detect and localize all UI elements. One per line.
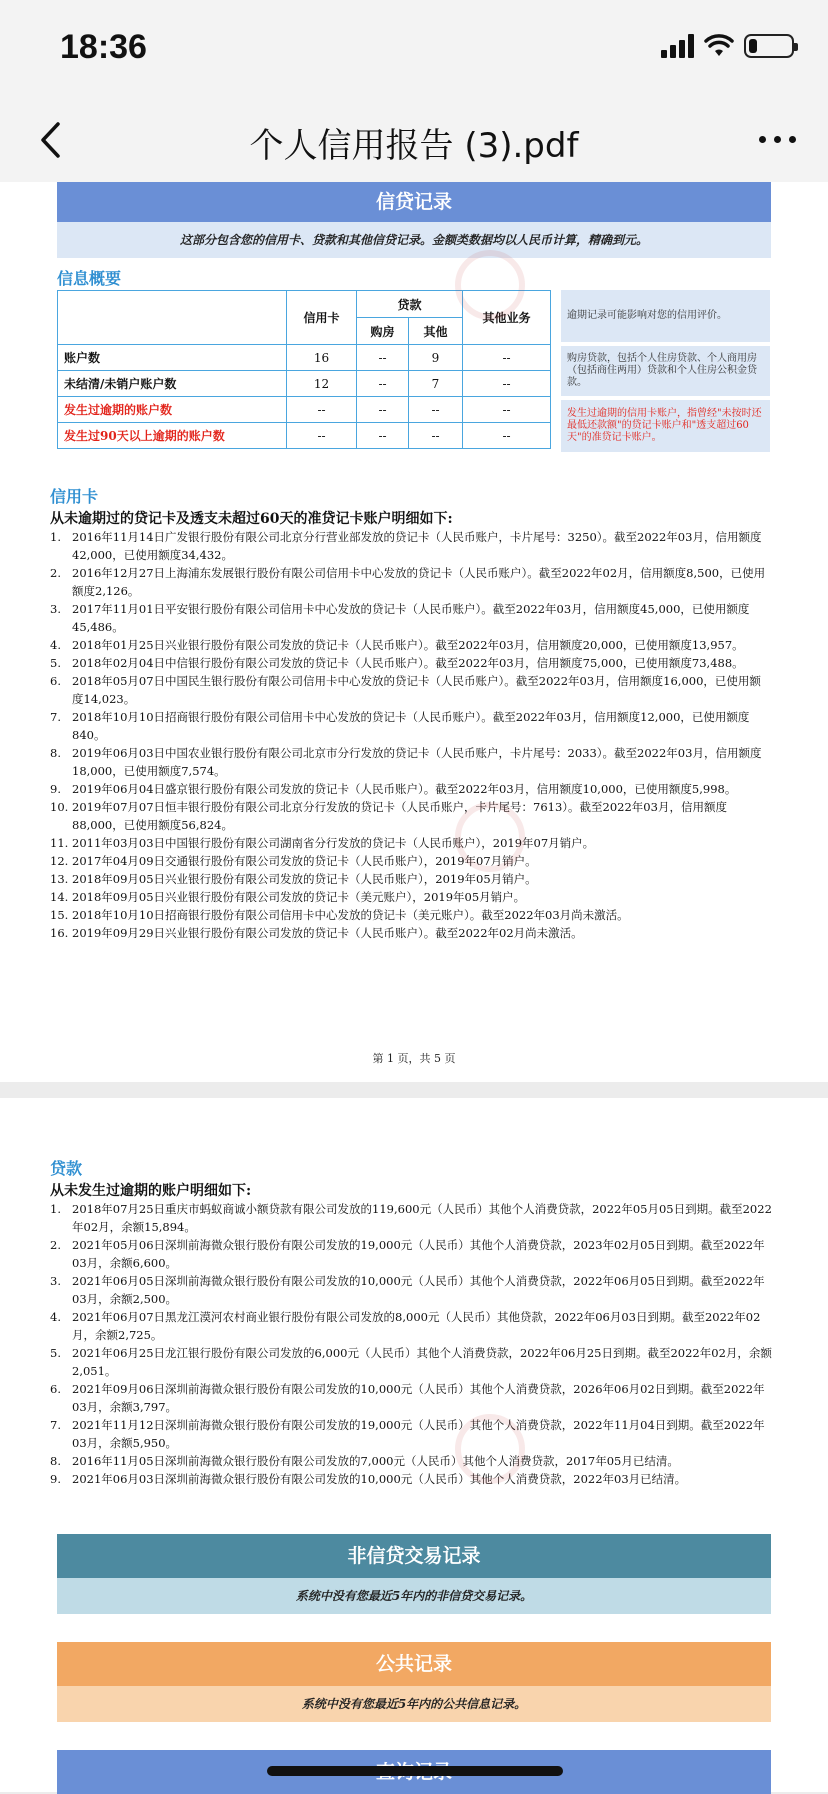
list-item — [50, 528, 772, 564]
cell: 12 — [287, 371, 357, 397]
cell: 16 — [287, 345, 357, 371]
overview-table — [57, 290, 551, 449]
list-item-text: 2019年09月29日兴业银行股份有限公司发放的贷记卡（人民币账户）。截至2022年02月尚未激活。 — [72, 926, 583, 940]
overview-title: 信息概要 — [57, 269, 122, 288]
list-item-number: 2. — [50, 566, 61, 580]
list-item-text: 2016年11月14日广发银行股份有限公司北京分行营业部发放的贷记卡（人民币账户，卡片尾号：3250）。截至2022年03月，信用额度42,000，已使用额度34,432。 — [72, 530, 762, 562]
list-item — [50, 852, 772, 870]
list-item-number: 7. — [50, 710, 61, 724]
list-item — [50, 1308, 772, 1344]
home-indicator[interactable] — [267, 1766, 563, 1776]
list-item-text: 2018年07月25日重庆市蚂蚁商诚小额贷款有限公司发放的119,600元（人民币）其他个人消费贷款，2022年05月05日到期。截至2022年02月，余额15,894。 — [72, 1202, 772, 1234]
public-record-subtitle: 系统中没有您最近5年内的公共信息记录。 — [57, 1686, 771, 1722]
overview-note: 逾期记录可能影响对您的信用评价。 — [561, 290, 770, 342]
battery-level — [749, 39, 757, 53]
list-item-text: 2021年05月06日深圳前海微众银行股份有限公司发放的19,000元（人民币）其他个人消费贷款，2023年02月05日到期。截至2022年03月，余额6,600。 — [72, 1238, 765, 1270]
list-item-number: 9. — [50, 782, 61, 796]
cell: -- — [463, 345, 551, 371]
cell: 9 — [409, 345, 463, 371]
list-item-number: 5. — [50, 1346, 61, 1360]
list-item-number: 14. — [50, 890, 69, 904]
table-header-card: 信用卡 — [287, 291, 357, 345]
cell: -- — [357, 371, 409, 397]
status-time: 18:36 — [60, 28, 147, 66]
list-item-number: 5. — [50, 656, 61, 670]
credit-record-band: 信贷记录 — [57, 182, 771, 222]
battery-icon — [744, 34, 794, 58]
loan-headline: 从未发生过逾期的账户明细如下: — [50, 1183, 252, 1199]
list-item — [50, 1452, 772, 1470]
list-item — [50, 1344, 772, 1380]
list-item-text: 2018年09月05日兴业银行股份有限公司发放的贷记卡（人民币账户），2019年05月销户。 — [72, 872, 537, 886]
list-item — [50, 924, 772, 942]
cell: -- — [357, 423, 409, 449]
cell: 7 — [409, 371, 463, 397]
list-item — [50, 780, 772, 798]
list-item-number: 8. — [50, 1454, 61, 1468]
list-item-text: 2021年06月05日深圳前海微众银行股份有限公司发放的10,000元（人民币）其他个人消费贷款，2022年06月05日到期。截至2022年03月，余额2,500。 — [72, 1274, 765, 1306]
list-item-text: 2016年12月27日上海浦东发展银行股份有限公司信用卡中心发放的贷记卡（人民币账户）。截至2022年02月，信用额度8,500，已使用额度2,126。 — [72, 566, 766, 598]
list-item-number: 12. — [50, 854, 69, 868]
table-row — [58, 397, 551, 423]
list-item — [50, 708, 772, 744]
list-item-number: 4. — [50, 638, 61, 652]
list-item-text: 2021年06月03日深圳前海微众银行股份有限公司发放的10,000元（人民币）其他个人消费贷款，2022年03月已结清。 — [72, 1472, 687, 1486]
cell: -- — [409, 423, 463, 449]
wifi-icon — [704, 34, 734, 58]
credit-card-list — [50, 528, 772, 942]
list-item — [50, 870, 772, 888]
list-item-number: 1. — [50, 1202, 61, 1216]
list-item — [50, 906, 772, 924]
overview-note: 发生过逾期的信用卡账户，指曾经"未按时还最低还款额"的贷记卡账户和"透支超过60天"的准贷记卡账户。 — [561, 400, 770, 452]
list-item-text: 2018年01月25日兴业银行股份有限公司发放的贷记卡（人民币账户）。截至2022年03月，信用额度20,000，已使用额度13,957。 — [72, 638, 744, 652]
list-item-text: 2021年11月12日深圳前海微众银行股份有限公司发放的19,000元（人民币）其他个人消费贷款，2022年11月04日到期。截至2022年03月，余额5,950。 — [72, 1418, 765, 1450]
page-footer: 第 1 页，共 5 页 — [372, 1052, 456, 1065]
list-item — [50, 744, 772, 780]
list-item-text: 2018年02月04日中信银行股份有限公司发放的贷记卡（人民币账户）。截至2022年03月，信用额度75,000，已使用额度73,488。 — [72, 656, 744, 670]
list-item-text: 2016年11月05日深圳前海微众银行股份有限公司发放的7,000元（人民币）其他个人消费贷款，2017年05月已结清。 — [72, 1454, 679, 1468]
pdf-page-2[interactable] — [0, 1098, 828, 1792]
cell: -- — [463, 423, 551, 449]
row-label: 账户数 — [58, 345, 287, 371]
noncredit-band: 非信贷交易记录 — [57, 1534, 771, 1578]
table-header-loan-other: 其他 — [409, 318, 463, 345]
table-header-blank — [58, 291, 287, 345]
list-item-number: 15. — [50, 908, 69, 922]
list-item-number: 1. — [50, 530, 61, 544]
cell: -- — [357, 345, 409, 371]
cell: -- — [287, 423, 357, 449]
pdf-page-1[interactable] — [0, 182, 828, 1082]
cell: -- — [463, 397, 551, 423]
cellular-signal-icon — [661, 34, 694, 58]
list-item-text: 2018年10月10日招商银行股份有限公司信用卡中心发放的贷记卡（人民币账户）。截至2022年03月，信用额度12,000，已使用额度840。 — [72, 710, 750, 742]
more-button[interactable] — [759, 136, 796, 143]
table-header-loan: 贷款 — [357, 291, 463, 318]
list-item-text: 2018年05月07日中国民生银行股份有限公司信用卡中心发放的贷记卡（人民币账户）。截至2022年03月，信用额度16,000，已使用额度14,023。 — [72, 674, 761, 706]
overview-note: 购房贷款，包括个人住房贷款、个人商用房（包括商住两用）贷款和个人住房公积金贷款。 — [561, 346, 770, 396]
list-item-number: 2. — [50, 1238, 61, 1252]
row-label: 发生过90天以上逾期的账户数 — [58, 423, 287, 449]
list-item — [50, 798, 772, 834]
nav-bar — [0, 100, 828, 182]
credit-card-headline: 从未逾期过的贷记卡及透支未超过60天的准贷记卡账户明细如下: — [50, 511, 453, 527]
list-item-text: 2019年06月03日中国农业银行股份有限公司北京市分行发放的贷记卡（人民币账户，卡片尾号：2033）。截至2022年03月，信用额度18,000，已使用额度7,574。 — [72, 746, 762, 778]
list-item-number: 9. — [50, 1472, 61, 1486]
list-item-number: 6. — [50, 674, 61, 688]
list-item-number: 3. — [50, 602, 61, 616]
status-icons — [661, 34, 794, 58]
list-item-text: 2021年09月06日深圳前海微众银行股份有限公司发放的10,000元（人民币）其他个人消费贷款，2026年06月02日到期。截至2022年03月，余额3,797。 — [72, 1382, 765, 1414]
public-record-band: 公共记录 — [57, 1642, 771, 1686]
credit-card-section-title: 信用卡 — [50, 487, 99, 506]
list-item-number: 11. — [50, 836, 69, 850]
list-item — [50, 888, 772, 906]
list-item — [50, 564, 772, 600]
loan-list — [50, 1200, 772, 1488]
list-item-text: 2021年06月25日龙江银行股份有限公司发放的6,000元（人民币）其他个人消费贷款，2022年06月25日到期。截至2022年02月，余额2,051。 — [72, 1346, 772, 1378]
list-item-number: 3. — [50, 1274, 61, 1288]
list-item-text: 2018年10月10日招商银行股份有限公司信用卡中心发放的贷记卡（美元账户）。截至2022年03月尚未激活。 — [72, 908, 629, 922]
list-item — [50, 1236, 772, 1272]
list-item-text: 2021年06月07日黑龙江漠河农村商业银行股份有限公司发放的8,000元（人民币）其他贷款，2022年06月03日到期。截至2022年02月，余额2,725。 — [72, 1310, 761, 1342]
row-label: 发生过逾期的账户数 — [58, 397, 287, 423]
table-row — [58, 345, 551, 371]
loan-section-title: 贷款 — [50, 1159, 83, 1178]
table-row — [58, 423, 551, 449]
list-item — [50, 1272, 772, 1308]
list-item-number: 6. — [50, 1382, 61, 1396]
list-item-text: 2019年06月04日盛京银行股份有限公司发放的贷记卡（人民币账户）。截至2022年03月，信用额度10,000，已使用额度5,998。 — [72, 782, 737, 796]
table-header-house: 购房 — [357, 318, 409, 345]
list-item — [50, 654, 772, 672]
document-title: 个人信用报告 (3).pdf — [249, 126, 579, 166]
credit-record-subtitle: 这部分包含您的信用卡、贷款和其他信贷记录。金额类数据均以人民币计算，精确到元。 — [57, 222, 771, 258]
list-item — [50, 600, 772, 636]
list-item-text: 2018年09月05日兴业银行股份有限公司发放的贷记卡（美元账户），2019年05月销户。 — [72, 890, 526, 904]
list-item — [50, 1416, 772, 1452]
list-item-number: 16. — [50, 926, 69, 940]
list-item-number: 8. — [50, 746, 61, 760]
list-item-text: 2011年03月03日中国银行股份有限公司湖南省分行发放的贷记卡（人民币账户），2019年07月销户。 — [72, 836, 595, 850]
list-item — [50, 672, 772, 708]
list-item-number: 4. — [50, 1310, 61, 1324]
status-bar — [0, 0, 828, 100]
list-item — [50, 834, 772, 852]
cell: -- — [287, 397, 357, 423]
list-item-number: 7. — [50, 1418, 61, 1432]
list-item-text: 2019年07月07日恒丰银行股份有限公司北京分行发放的贷记卡（人民币账户，卡片尾号：7613）。截至2022年03月，信用额度88,000，已使用额度56,824。 — [72, 800, 727, 832]
table-header-other: 其他业务 — [463, 291, 551, 345]
noncredit-subtitle: 系统中没有您最近5年内的非信贷交易记录。 — [57, 1578, 771, 1614]
cell: -- — [409, 397, 463, 423]
row-label: 未结清/未销户账户数 — [58, 371, 287, 397]
list-item-text: 2017年11月01日平安银行股份有限公司信用卡中心发放的贷记卡（人民币账户）。截至2022年03月，信用额度45,000，已使用额度45,486。 — [72, 602, 750, 634]
list-item-number: 10. — [50, 800, 69, 814]
cell: -- — [463, 371, 551, 397]
list-item — [50, 1380, 772, 1416]
table-row — [58, 371, 551, 397]
cell: -- — [357, 397, 409, 423]
list-item-text: 2017年04月09日交通银行股份有限公司发放的贷记卡（人民币账户），2019年07月销户。 — [72, 854, 537, 868]
list-item — [50, 636, 772, 654]
list-item-number: 13. — [50, 872, 69, 886]
list-item — [50, 1470, 772, 1488]
list-item — [50, 1200, 772, 1236]
